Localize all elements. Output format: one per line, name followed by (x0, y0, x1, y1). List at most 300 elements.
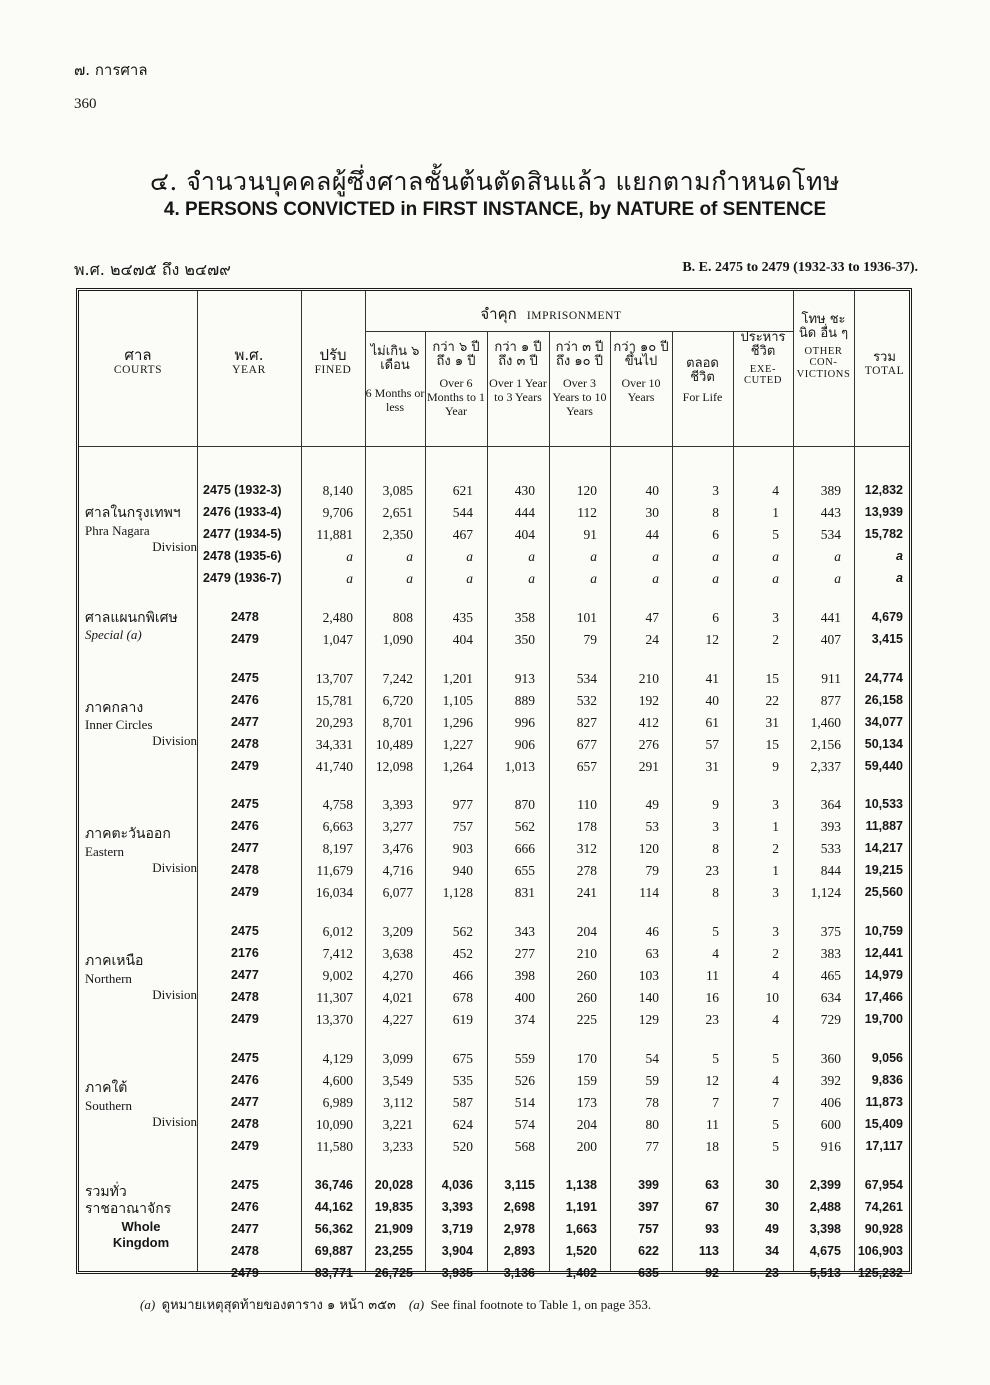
value-cell: 3,233 (382, 1139, 413, 1154)
court-label (85, 610, 197, 644)
year-cell: 2478 (1935-6) (203, 549, 282, 563)
value-cell: 940 (452, 863, 473, 879)
court-name-english: Division (152, 1113, 197, 1129)
value-cell: 13,370 (315, 1012, 353, 1028)
value-cell: 77 (645, 1139, 659, 1154)
value-cell: 906 (514, 736, 535, 752)
value-cell: 533 (820, 841, 841, 857)
value-cell: a (712, 549, 719, 564)
page-number: 360 (74, 96, 97, 112)
value-cell: 520 (452, 1139, 473, 1154)
value-cell: 241 (576, 885, 597, 901)
value-cell: 192 (638, 692, 659, 708)
value-cell: 3,393 (382, 797, 413, 813)
value-cell: 514 (514, 1095, 535, 1110)
value-cell: 587 (452, 1095, 473, 1110)
year-cell: 2477 (231, 714, 259, 729)
year-cell: 2478 (231, 1243, 259, 1258)
value-cell: 375 (820, 924, 841, 940)
value-cell: a (772, 571, 779, 586)
value-cell: 5 (772, 1117, 779, 1132)
year-cell: 2477 (231, 841, 259, 856)
value-cell: 1,264 (442, 758, 473, 774)
value-cell: 5 (772, 527, 779, 542)
year-cell: 2479 (1936-7) (203, 571, 282, 585)
value-cell: 101 (576, 609, 597, 625)
total-cell: 15,409 (864, 1117, 903, 1131)
value-cell: 6,720 (382, 692, 413, 708)
value-cell: 16,034 (315, 885, 353, 901)
value-cell: 278 (576, 863, 597, 879)
value-cell: 4,600 (322, 1073, 353, 1088)
total-cell: 125,232 (857, 1265, 903, 1280)
year-cell: 2479 (231, 885, 259, 900)
value-cell: 535 (452, 1073, 473, 1088)
value-cell: 3,085 (382, 483, 413, 498)
value-cell: 204 (576, 1117, 597, 1132)
value-cell: 20,028 (374, 1177, 413, 1192)
total-cell: 26,158 (864, 692, 903, 707)
value-cell: 827 (576, 714, 597, 730)
year-cell: 2479 (231, 1139, 259, 1153)
court-label (85, 700, 197, 750)
value-cell: 170 (576, 1051, 597, 1066)
value-cell: 392 (820, 1073, 841, 1088)
value-cell: 36,746 (314, 1177, 353, 1192)
court-name-english: Inner Circles (85, 717, 153, 733)
value-cell: 10,489 (375, 736, 413, 752)
total-cell: 25,560 (864, 885, 903, 900)
year-cell: 2476 (1933-4) (203, 505, 282, 519)
value-cell: 12 (705, 1073, 719, 1088)
year-cell: 2476 (231, 819, 259, 834)
total-cell: 24,774 (864, 670, 903, 685)
value-cell: 23 (705, 1012, 719, 1028)
value-cell: 63 (645, 946, 659, 962)
value-cell: 903 (452, 841, 473, 857)
value-cell: 11,881 (316, 527, 353, 542)
value-cell: 7,412 (322, 946, 353, 962)
value-cell: 49 (765, 1221, 779, 1236)
value-cell: 2,337 (810, 758, 841, 774)
value-cell: 4 (772, 1012, 779, 1028)
total-cell: 19,215 (864, 863, 903, 878)
value-cell: 916 (820, 1139, 841, 1154)
value-cell: 41,740 (315, 758, 353, 774)
value-cell: 79 (583, 631, 597, 647)
value-cell: 11,679 (316, 863, 353, 879)
value-cell: 374 (514, 1012, 535, 1028)
value-cell: 358 (514, 609, 535, 625)
value-cell: 2,480 (322, 609, 353, 625)
value-cell: 2,488 (809, 1199, 841, 1214)
court-name-thai: ภาคตะวันออก (85, 826, 171, 843)
value-cell: 634 (820, 990, 841, 1006)
value-cell: 6 (712, 527, 719, 542)
total-cell: 90,928 (864, 1221, 903, 1236)
value-cell: 15,781 (315, 692, 353, 708)
value-cell: 23 (765, 1265, 779, 1280)
court-name-english: Special (a) (85, 627, 142, 643)
court-name-english: Southern (85, 1097, 132, 1113)
value-cell: 19,835 (374, 1199, 413, 1214)
value-cell: 6,077 (382, 885, 413, 901)
value-cell: 49 (645, 797, 659, 813)
value-cell: 4,758 (322, 797, 353, 813)
header-fined: ปรับ FINED (314, 346, 352, 376)
year-cell: 2476 (231, 1199, 259, 1214)
court-label (85, 953, 197, 1003)
year-cell: 2475 (231, 924, 259, 939)
value-cell: 56,362 (314, 1221, 353, 1236)
header-executed: ประหาร ชีวิต EXE- CUTED (740, 330, 786, 387)
value-cell: 120 (576, 483, 597, 498)
value-cell: 3,393 (441, 1199, 473, 1214)
value-cell: 67 (705, 1199, 719, 1214)
value-cell: 5 (772, 1139, 779, 1154)
value-cell: 291 (638, 758, 659, 774)
value-cell: 30 (765, 1199, 779, 1214)
court-name-english: Division (152, 733, 197, 749)
value-cell: 3,549 (382, 1073, 413, 1088)
value-cell: 31 (765, 714, 779, 730)
total-cell: 17,117 (865, 1139, 903, 1153)
value-cell: 16 (705, 990, 719, 1006)
value-cell: 10 (765, 990, 779, 1006)
value-cell: 1,296 (442, 714, 473, 730)
value-cell: 9,002 (322, 968, 353, 984)
total-cell: 59,440 (864, 758, 903, 773)
year-cell: 2478 (231, 736, 259, 751)
value-cell: 1,191 (565, 1199, 597, 1214)
value-cell: 2,978 (503, 1221, 535, 1236)
header-3-to-10-years: กว่า ๓ ปี ถึง ๑๐ ปี Over 3 Years to 10 Years (552, 340, 607, 419)
value-cell: 260 (576, 968, 597, 984)
value-cell: 889 (514, 692, 535, 708)
value-cell: 3 (772, 924, 779, 940)
court-name-thai: ราชอาณาจักร (85, 1201, 172, 1218)
value-cell: 91 (583, 527, 597, 542)
value-cell: 26,725 (374, 1265, 413, 1280)
total-cell: 9,056 (871, 1051, 903, 1065)
value-cell: 7 (772, 1095, 779, 1110)
total-cell: 13,939 (864, 505, 903, 519)
value-cell: 1,124 (810, 885, 841, 901)
value-cell: 260 (576, 990, 597, 1006)
value-cell: 4,716 (382, 863, 413, 879)
value-cell: 635 (638, 1265, 659, 1280)
value-cell: a (406, 549, 413, 564)
value-cell: 112 (577, 505, 597, 520)
court-name-english: Phra Nagara (85, 522, 150, 538)
value-cell: a (834, 571, 841, 586)
value-cell: 5,513 (809, 1265, 841, 1280)
value-cell: 8 (712, 841, 719, 857)
value-cell: 729 (820, 1012, 841, 1028)
value-cell: 41 (705, 670, 719, 686)
value-cell: 399 (638, 1177, 659, 1192)
value-cell: 430 (514, 483, 535, 498)
court-label (85, 826, 197, 876)
value-cell: 3,099 (382, 1051, 413, 1066)
value-cell: 12,098 (375, 758, 413, 774)
value-cell: 93 (705, 1221, 719, 1236)
total-cell: 74,261 (864, 1199, 903, 1214)
value-cell: 467 (452, 527, 473, 542)
value-cell: 1,402 (565, 1265, 597, 1280)
value-cell: a (528, 549, 535, 564)
value-cell: 21,909 (374, 1221, 413, 1236)
value-cell: 1,138 (565, 1177, 597, 1192)
value-cell: 79 (645, 863, 659, 879)
value-cell: 1,460 (810, 714, 841, 730)
value-cell: 18 (705, 1139, 719, 1154)
value-cell: 393 (820, 819, 841, 835)
court-name-english: Division (152, 860, 197, 876)
year-cell: 2477 (1934-5) (203, 527, 282, 541)
value-cell: 10,090 (315, 1117, 353, 1132)
value-cell: 9 (712, 797, 719, 813)
header-courts: ศาล COURTS (113, 346, 163, 376)
value-cell: 1,105 (442, 692, 473, 708)
value-cell: 622 (638, 1243, 659, 1258)
value-cell: 61 (705, 714, 719, 730)
value-cell: 3,209 (382, 924, 413, 940)
value-cell: 7 (712, 1095, 719, 1110)
value-cell: 574 (514, 1117, 535, 1132)
value-cell: 59 (645, 1073, 659, 1088)
value-cell: 3 (712, 819, 719, 835)
value-cell: a (772, 549, 779, 564)
total-cell: 17,466 (864, 990, 903, 1005)
value-cell: 1,227 (442, 736, 473, 752)
value-cell: 1,128 (442, 885, 473, 901)
value-cell: 364 (820, 797, 841, 813)
year-cell: 2478 (231, 863, 259, 878)
court-name-english: Kingdom (112, 1235, 170, 1251)
value-cell: 6,989 (322, 1095, 353, 1110)
value-cell: 63 (705, 1177, 719, 1192)
value-cell: 452 (452, 946, 473, 962)
value-cell: 34,331 (315, 736, 353, 752)
value-cell: 23,255 (374, 1243, 413, 1258)
value-cell: 996 (514, 714, 535, 730)
value-cell: a (346, 571, 353, 586)
value-cell: 977 (452, 797, 473, 813)
value-cell: a (652, 571, 659, 586)
total-cell: a (896, 571, 903, 585)
value-cell: 11 (706, 968, 719, 984)
value-cell: 568 (514, 1139, 535, 1154)
value-cell: 389 (820, 483, 841, 498)
value-cell: a (406, 571, 413, 586)
total-cell: 10,759 (864, 924, 903, 939)
value-cell: 3,112 (383, 1095, 413, 1110)
value-cell: 3,719 (441, 1221, 473, 1236)
value-cell: 3 (712, 483, 719, 498)
value-cell: 3,115 (504, 1177, 535, 1192)
value-cell: 4 (772, 968, 779, 984)
value-cell: 30 (645, 505, 659, 520)
value-cell: 78 (645, 1095, 659, 1110)
value-cell: 4,270 (382, 968, 413, 984)
value-cell: 4,227 (382, 1012, 413, 1028)
value-cell: 7,242 (382, 670, 413, 686)
value-cell: 2,399 (809, 1177, 841, 1192)
value-cell: 103 (638, 968, 659, 984)
value-cell: 6,663 (322, 819, 353, 835)
value-cell: 657 (576, 758, 597, 774)
value-cell: 8 (712, 505, 719, 520)
year-cell: 2476 (231, 692, 259, 707)
value-cell: 404 (452, 631, 473, 647)
value-cell: 562 (514, 819, 535, 835)
value-cell: 31 (705, 758, 719, 774)
total-cell: 106,903 (857, 1243, 903, 1258)
value-cell: 544 (452, 505, 473, 520)
value-cell: 675 (452, 1051, 473, 1066)
value-cell: 435 (452, 609, 473, 625)
court-name-thai: ภาคกลาง (85, 699, 144, 716)
total-cell: 50,134 (864, 736, 903, 751)
value-cell: 11,307 (316, 990, 353, 1006)
value-cell: 114 (639, 885, 659, 901)
value-cell: 200 (576, 1139, 597, 1154)
header-year: พ.ศ. YEAR (232, 346, 266, 376)
court-label (85, 1184, 197, 1252)
value-cell: 3 (772, 609, 779, 625)
total-cell: 4,679 (871, 609, 903, 624)
value-cell: 412 (638, 714, 659, 730)
value-cell: 2,651 (382, 505, 413, 520)
value-cell: 6,012 (322, 924, 353, 940)
year-cell: 2478 (231, 609, 259, 624)
year-cell: 2475 (1932-3) (203, 483, 282, 497)
value-cell: 2,156 (810, 736, 841, 752)
value-cell: 5 (712, 1051, 719, 1066)
court-label (85, 505, 197, 555)
value-cell: 4,129 (322, 1051, 353, 1066)
value-cell: 4,675 (809, 1243, 841, 1258)
value-cell: 3,476 (382, 841, 413, 857)
header-other-convictions: โทษ ชะนิด อื่น ๆ OTHER CON- VICTIONS (796, 312, 851, 380)
value-cell: 44,162 (314, 1199, 353, 1214)
value-cell: a (528, 571, 535, 586)
value-cell: 600 (820, 1117, 841, 1132)
page-title-thai: ๔. จำนวนบุคคลผู้ซึ่งศาลชั้นต้นตัดสินแล้ว แยกตามกำหนดโทษ (149, 167, 841, 196)
value-cell: 3,221 (382, 1117, 413, 1132)
total-cell: 19,700 (864, 1012, 903, 1027)
court-name-english: Whole (121, 1218, 161, 1234)
value-cell: 559 (514, 1051, 535, 1066)
value-cell: 465 (820, 968, 841, 984)
value-cell: 3,398 (809, 1221, 841, 1236)
value-cell: 4 (772, 483, 779, 498)
value-cell: 1 (772, 819, 779, 835)
value-cell: 913 (514, 670, 535, 686)
value-cell: 80 (645, 1117, 659, 1132)
year-cell: 2475 (231, 797, 259, 812)
footnote: (a) ดูหมายเหตุสุดท้ายของตาราง ๑ หน้า ๓๕๓ (a) See final footnote to Table 1, on page 353. (140, 1297, 652, 1313)
value-cell: a (652, 549, 659, 564)
value-cell: 9,706 (322, 505, 353, 520)
value-cell: 441 (820, 609, 841, 625)
period-english: B. E. 2475 to 2479 (1932-33 to 1936-37). (682, 260, 918, 275)
value-cell: 57 (705, 736, 719, 752)
value-cell: 3 (772, 885, 779, 901)
value-cell: 140 (638, 990, 659, 1006)
total-cell: 3,415 (871, 631, 903, 646)
value-cell: 113 (698, 1243, 719, 1258)
value-cell: 534 (576, 670, 597, 686)
value-cell: 5 (712, 924, 719, 940)
value-cell: 406 (820, 1095, 841, 1110)
value-cell: 1,201 (442, 670, 473, 686)
value-cell: 443 (820, 505, 841, 520)
value-cell: 1 (772, 505, 779, 520)
value-cell: 3 (772, 797, 779, 813)
total-cell: 34,077 (864, 714, 903, 729)
value-cell: 2 (772, 631, 779, 647)
value-cell: 404 (514, 527, 535, 542)
value-cell: 8,140 (322, 483, 353, 498)
value-cell: 621 (452, 483, 473, 498)
total-cell: 11,873 (865, 1095, 903, 1109)
value-cell: 12 (705, 631, 719, 647)
value-cell: 526 (514, 1073, 535, 1088)
value-cell: a (466, 549, 473, 564)
total-cell: 14,979 (864, 968, 903, 983)
value-cell: 677 (576, 736, 597, 752)
value-cell: 277 (514, 946, 535, 962)
header-1-to-3-years: กว่า ๑ ปี ถึง ๓ ปี Over 1 Year to 3 Years (489, 340, 547, 404)
value-cell: 343 (514, 924, 535, 940)
value-cell: 9 (772, 758, 779, 774)
value-cell: 757 (638, 1221, 659, 1236)
value-cell: 1,047 (322, 631, 353, 647)
value-cell: 40 (645, 483, 659, 498)
value-cell: 44 (645, 527, 659, 542)
value-cell: 3,904 (441, 1243, 473, 1258)
court-name-thai: ภาคใต้ (85, 1080, 128, 1096)
value-cell: 624 (452, 1117, 473, 1132)
year-cell: 2475 (231, 670, 259, 685)
value-cell: 2 (772, 841, 779, 857)
value-cell: 210 (576, 946, 597, 962)
value-cell: 110 (577, 797, 597, 813)
court-name-english: Northern (85, 970, 132, 986)
value-cell: 562 (452, 924, 473, 940)
value-cell: 11 (706, 1117, 719, 1132)
total-cell: 12,441 (864, 946, 903, 961)
value-cell: 8,701 (382, 714, 413, 730)
year-cell: 2476 (231, 1073, 259, 1087)
value-cell: 2,350 (382, 527, 413, 542)
year-cell: 2479 (231, 758, 259, 773)
total-cell: 12,832 (864, 483, 903, 497)
value-cell: 34 (765, 1243, 779, 1258)
header-for-life: ตลอด ชีวิต For Life (682, 356, 723, 404)
total-cell: 14,217 (864, 841, 903, 856)
value-cell: 400 (514, 990, 535, 1006)
value-cell: 398 (514, 968, 535, 984)
value-cell: 120 (638, 841, 659, 857)
header-6-months-to-1-year: กว่า ๖ ปี ถึง ๑ ปี Over 6 Months to 1 Year (426, 340, 485, 419)
header-total: รวม TOTAL (864, 350, 905, 378)
total-cell: 11,887 (865, 819, 903, 834)
total-cell: 9,836 (871, 1073, 903, 1087)
court-name-english: Division (152, 538, 197, 554)
